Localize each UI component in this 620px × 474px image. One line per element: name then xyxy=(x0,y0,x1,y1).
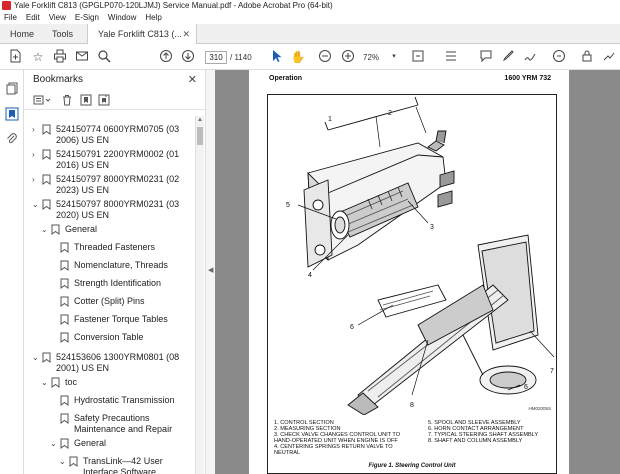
fill-sign-icon[interactable] xyxy=(522,49,538,65)
menu-file[interactable]: File xyxy=(4,13,17,22)
options-menu-icon[interactable] xyxy=(33,94,51,106)
panel-splitter[interactable] xyxy=(205,70,215,474)
bookmarks-panel-icon[interactable] xyxy=(5,107,19,121)
collapse-chevron-icon[interactable]: ⌄ xyxy=(32,353,39,362)
bookmarks-header xyxy=(24,70,205,90)
bookmark-icon xyxy=(60,260,70,271)
menu-window[interactable]: Window xyxy=(107,13,137,22)
new-bookmark-icon[interactable] xyxy=(80,94,92,106)
expand-chevron-icon[interactable]: › xyxy=(32,175,35,184)
pdf-page xyxy=(249,70,569,474)
delete-bookmark-icon[interactable] xyxy=(61,94,73,106)
callout-6b: 6 xyxy=(524,384,528,391)
bookmarks-scrollbar[interactable] xyxy=(195,116,204,474)
menu-bar xyxy=(0,11,620,24)
menu-esign[interactable]: E-Sign xyxy=(74,13,99,22)
attachments-icon[interactable] xyxy=(5,132,19,146)
more-tools-icon[interactable] xyxy=(601,49,617,65)
callout-4: 4 xyxy=(308,272,312,279)
zoom-in-icon[interactable] xyxy=(340,49,356,65)
callout-5: 5 xyxy=(286,202,290,209)
protect-icon[interactable] xyxy=(579,49,595,65)
menu-edit[interactable]: Edit xyxy=(25,13,40,22)
bookmark-icon xyxy=(69,456,79,467)
zoom-out-icon[interactable] xyxy=(317,49,333,65)
bookmarks-toolbar xyxy=(24,90,205,110)
print-icon[interactable] xyxy=(52,49,68,65)
figure-id: HM02005S xyxy=(528,406,551,411)
menu-help[interactable]: Help xyxy=(145,13,162,22)
bookmark-icon xyxy=(51,224,61,235)
bookmark-star-icon[interactable]: ☆ xyxy=(32,50,44,64)
collapse-chevron-icon[interactable]: ⌄ xyxy=(50,439,57,448)
bookmark-icon xyxy=(42,352,52,363)
legend-left-column: 1. CONTROL SECTION 2. MEASURING SECTION 3. CHECK VALVE CHANGES CONTROL UNIT TO HAND-OPERATED UNIT WHEN ENGINE IS OFF 4. CENTERING SPRINGS RETURN VALVE TO NEUTRAL xyxy=(274,420,401,456)
page-total: / 1140 xyxy=(230,53,252,62)
email-icon[interactable] xyxy=(74,49,90,65)
select-cursor-icon[interactable] xyxy=(268,49,284,65)
next-page-icon[interactable] xyxy=(180,49,196,65)
collapse-chevron-icon[interactable]: ⌄ xyxy=(41,225,48,234)
page-thumbnails-icon[interactable] xyxy=(5,81,19,95)
bookmark-icon xyxy=(60,332,70,343)
title-bar xyxy=(0,0,620,11)
scrollbar-thumb[interactable] xyxy=(197,127,203,145)
page-header-left: Operation xyxy=(269,75,303,82)
callout-7: 7 xyxy=(550,368,554,375)
bookmarks-tree: › 524150774 0600YRM0705 (03 2006) US EN › 524150791 2200YRM0002 (01 2016) US EN › 524150797 8000YRM0231 (02 2023) US EN ⌄ 524150797 8000YRM0231 (03 2020) US EN ⌄ General Threaded Fasteners Nomenclature, Threads Strength Identification Cotter (Split) Pins Fastener Torque Tables Conversion Table ⌄ 524153606 1300YRM0801 (08 2001) US EN ⌄ toc Hydrostatic Transmission Safety Precautions Maintenance and Repair ⌄ General ⌄ TransLink—42 User Interface Software xyxy=(32,124,180,474)
bookmark-icon xyxy=(42,174,52,185)
expand-bookmark-icon[interactable] xyxy=(98,94,110,106)
highlight-pen-icon[interactable] xyxy=(500,49,516,65)
tab-tools[interactable]: Tools xyxy=(52,29,74,39)
bookmarks-title: Bookmarks xyxy=(33,74,84,85)
zoom-dropdown-icon[interactable]: ▾ xyxy=(392,53,396,60)
tab-document[interactable] xyxy=(87,24,197,44)
bookmark-icon xyxy=(60,413,70,424)
scroll-mode-icon[interactable] xyxy=(443,49,459,65)
expand-chevron-icon[interactable]: › xyxy=(32,150,35,159)
page-header-right: 1600 YRM 732 xyxy=(504,75,551,82)
scroll-up-icon[interactable]: ▲ xyxy=(197,117,203,123)
callout-3: 3 xyxy=(430,224,434,231)
navigation-rail xyxy=(0,70,24,474)
acrobat-app-icon xyxy=(2,1,11,10)
bookmark-icon xyxy=(60,314,70,325)
main-toolbar xyxy=(0,44,620,70)
bookmark-icon xyxy=(42,149,52,160)
search-icon[interactable] xyxy=(96,49,112,65)
legend-right-column: 5. SPOOL AND SLEEVE ASSEMBLY 6. HORN CONTACT ARRANGEMENT 7. TYPICAL STEERING SHAFT ASSEMBLY 8. SHAFT AND COLUMN ASSEMBLY xyxy=(428,420,539,444)
steering-unit-illustration xyxy=(268,95,556,415)
document-viewport[interactable] xyxy=(215,70,620,474)
collapse-chevron-icon[interactable]: ⌄ xyxy=(41,378,48,387)
bookmark-icon xyxy=(42,199,52,210)
menu-view[interactable]: View xyxy=(48,13,66,22)
hand-tool-icon[interactable]: ✋ xyxy=(290,50,306,64)
zoom-level[interactable]: 72% xyxy=(363,53,380,62)
callout-2: 2 xyxy=(388,110,392,117)
callout-1: 1 xyxy=(328,116,332,123)
bookmark-icon xyxy=(51,377,61,388)
callout-8: 8 xyxy=(410,402,414,409)
tab-home[interactable]: Home xyxy=(10,29,35,39)
close-tab-icon[interactable]: ✕ xyxy=(182,29,191,39)
tab-document-label: Yale Forklift C813 (... xyxy=(98,29,182,39)
comment-icon[interactable] xyxy=(478,49,494,65)
bookmark-icon xyxy=(60,278,70,289)
bookmark-icon xyxy=(60,395,70,406)
bookmark-icon xyxy=(60,438,70,449)
collapse-chevron-icon[interactable]: ⌄ xyxy=(32,200,39,209)
bookmark-icon xyxy=(42,124,52,135)
page-number-input[interactable]: 310 xyxy=(205,51,227,64)
create-pdf-icon[interactable] xyxy=(7,49,23,65)
tab-bar xyxy=(0,24,620,44)
fit-page-icon[interactable] xyxy=(410,49,426,65)
window-title: Yale Forklift C813 (GPGLP070-120LJMJ) Service Manual.pdf - Adobe Acrobat Pro (64-bit) xyxy=(14,1,333,10)
close-panel-icon[interactable]: ✕ xyxy=(187,74,197,86)
previous-page-icon[interactable] xyxy=(158,49,174,65)
collapse-panel-icon[interactable]: ◀ xyxy=(208,267,214,274)
bookmarks-panel xyxy=(24,70,205,474)
bookmark-icon xyxy=(60,242,70,253)
expand-chevron-icon[interactable]: › xyxy=(32,125,35,134)
steering-control-figure xyxy=(267,94,557,474)
collapse-chevron-icon[interactable]: ⌄ xyxy=(59,457,66,466)
share-icon[interactable] xyxy=(551,49,567,65)
callout-6: 6 xyxy=(350,324,354,331)
figure-caption: Figure 1. Steering Control Unit xyxy=(368,463,456,469)
bookmark-icon xyxy=(60,296,70,307)
